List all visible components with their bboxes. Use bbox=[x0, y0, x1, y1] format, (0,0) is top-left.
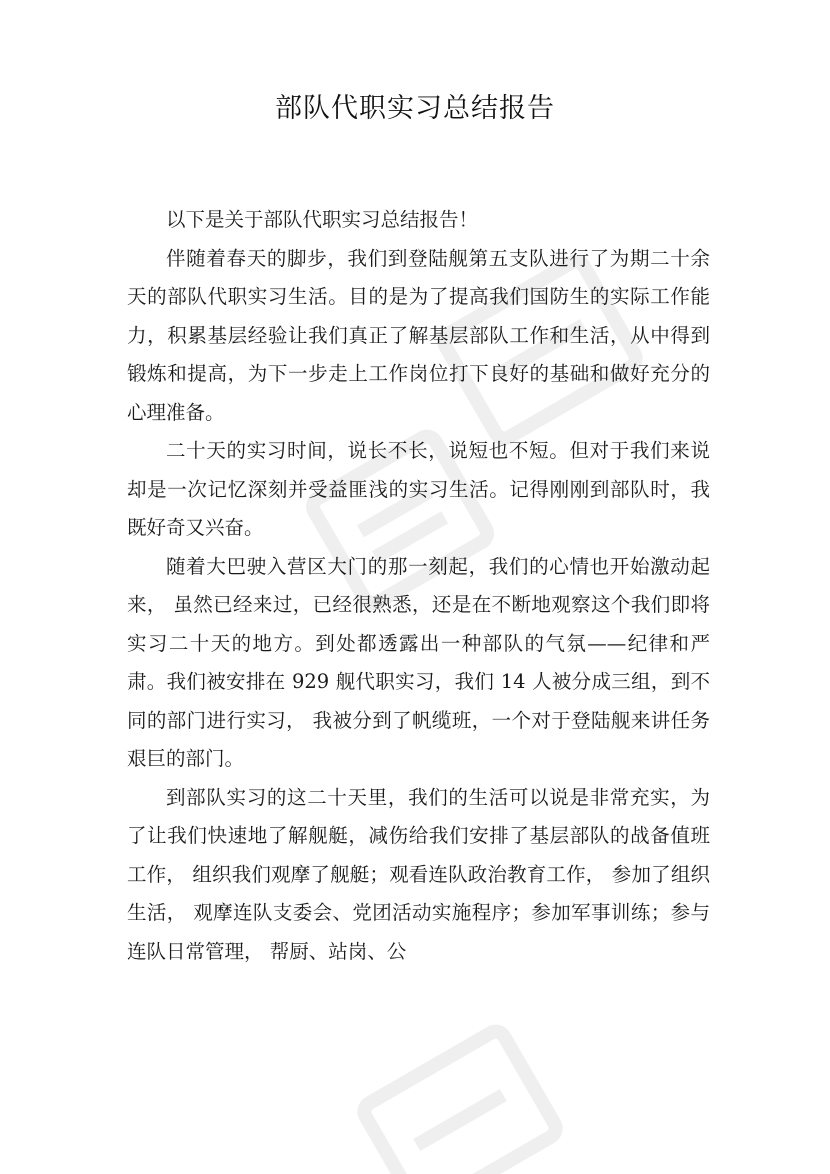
paragraph: 随着大巴驶入营区大门的那一刻起，我们的心情也开始激动起来， 虽然已经来过，已经很熟悉，还是在不断地观察这个我们即将实习二十天的地方。到处都透露出一种部队的气氛——纪律和严肃。我们被安排在 929 舰代职实习，我们 14 人被分成三组，到不同的部门进行实习， 我被分到了帆缆班，一个对于登陆舰来讲任务艰巨的部门。 bbox=[127, 554, 710, 770]
watermark-icon bbox=[340, 1020, 580, 1174]
paragraph: 伴随着春天的脚步，我们到登陆舰第五支队进行了为期二十余天的部队代职实习生活。目的是为了提高我们国防生的实际工作能力，积累基层经验让我们真正了解基层部队工作和生活，从中得到锻炼和提高，为下一步走上工作岗位打下良好的基础和做好充分的心理准备。 bbox=[127, 246, 710, 424]
paragraph: 二十天的实习时间，说长不长，说短也不短。但对于我们来说却是一次记忆深刻并受益匪浅的实习生活。记得刚刚到部队时，我既好奇又兴奋。 bbox=[127, 439, 710, 539]
paragraph: 以下是关于部队代职实习总结报告！ bbox=[166, 208, 479, 231]
document-title: 部队代职实习总结报告 bbox=[275, 93, 555, 124]
paragraph: 到部队实习的这二十天里，我们的生活可以说是非常充实，为了让我们快速地了解舰艇，减伤给我们安排了基层部队的战备值班工作， 组织我们观摩了舰艇；观看连队政治教育工作， 参加了组织生活， 观摩连队支委会、党团活动实施程序；参加军事训练；参与连队日常管理， 帮厨、站岗、公 bbox=[127, 785, 710, 963]
document-body bbox=[127, 201, 710, 971]
